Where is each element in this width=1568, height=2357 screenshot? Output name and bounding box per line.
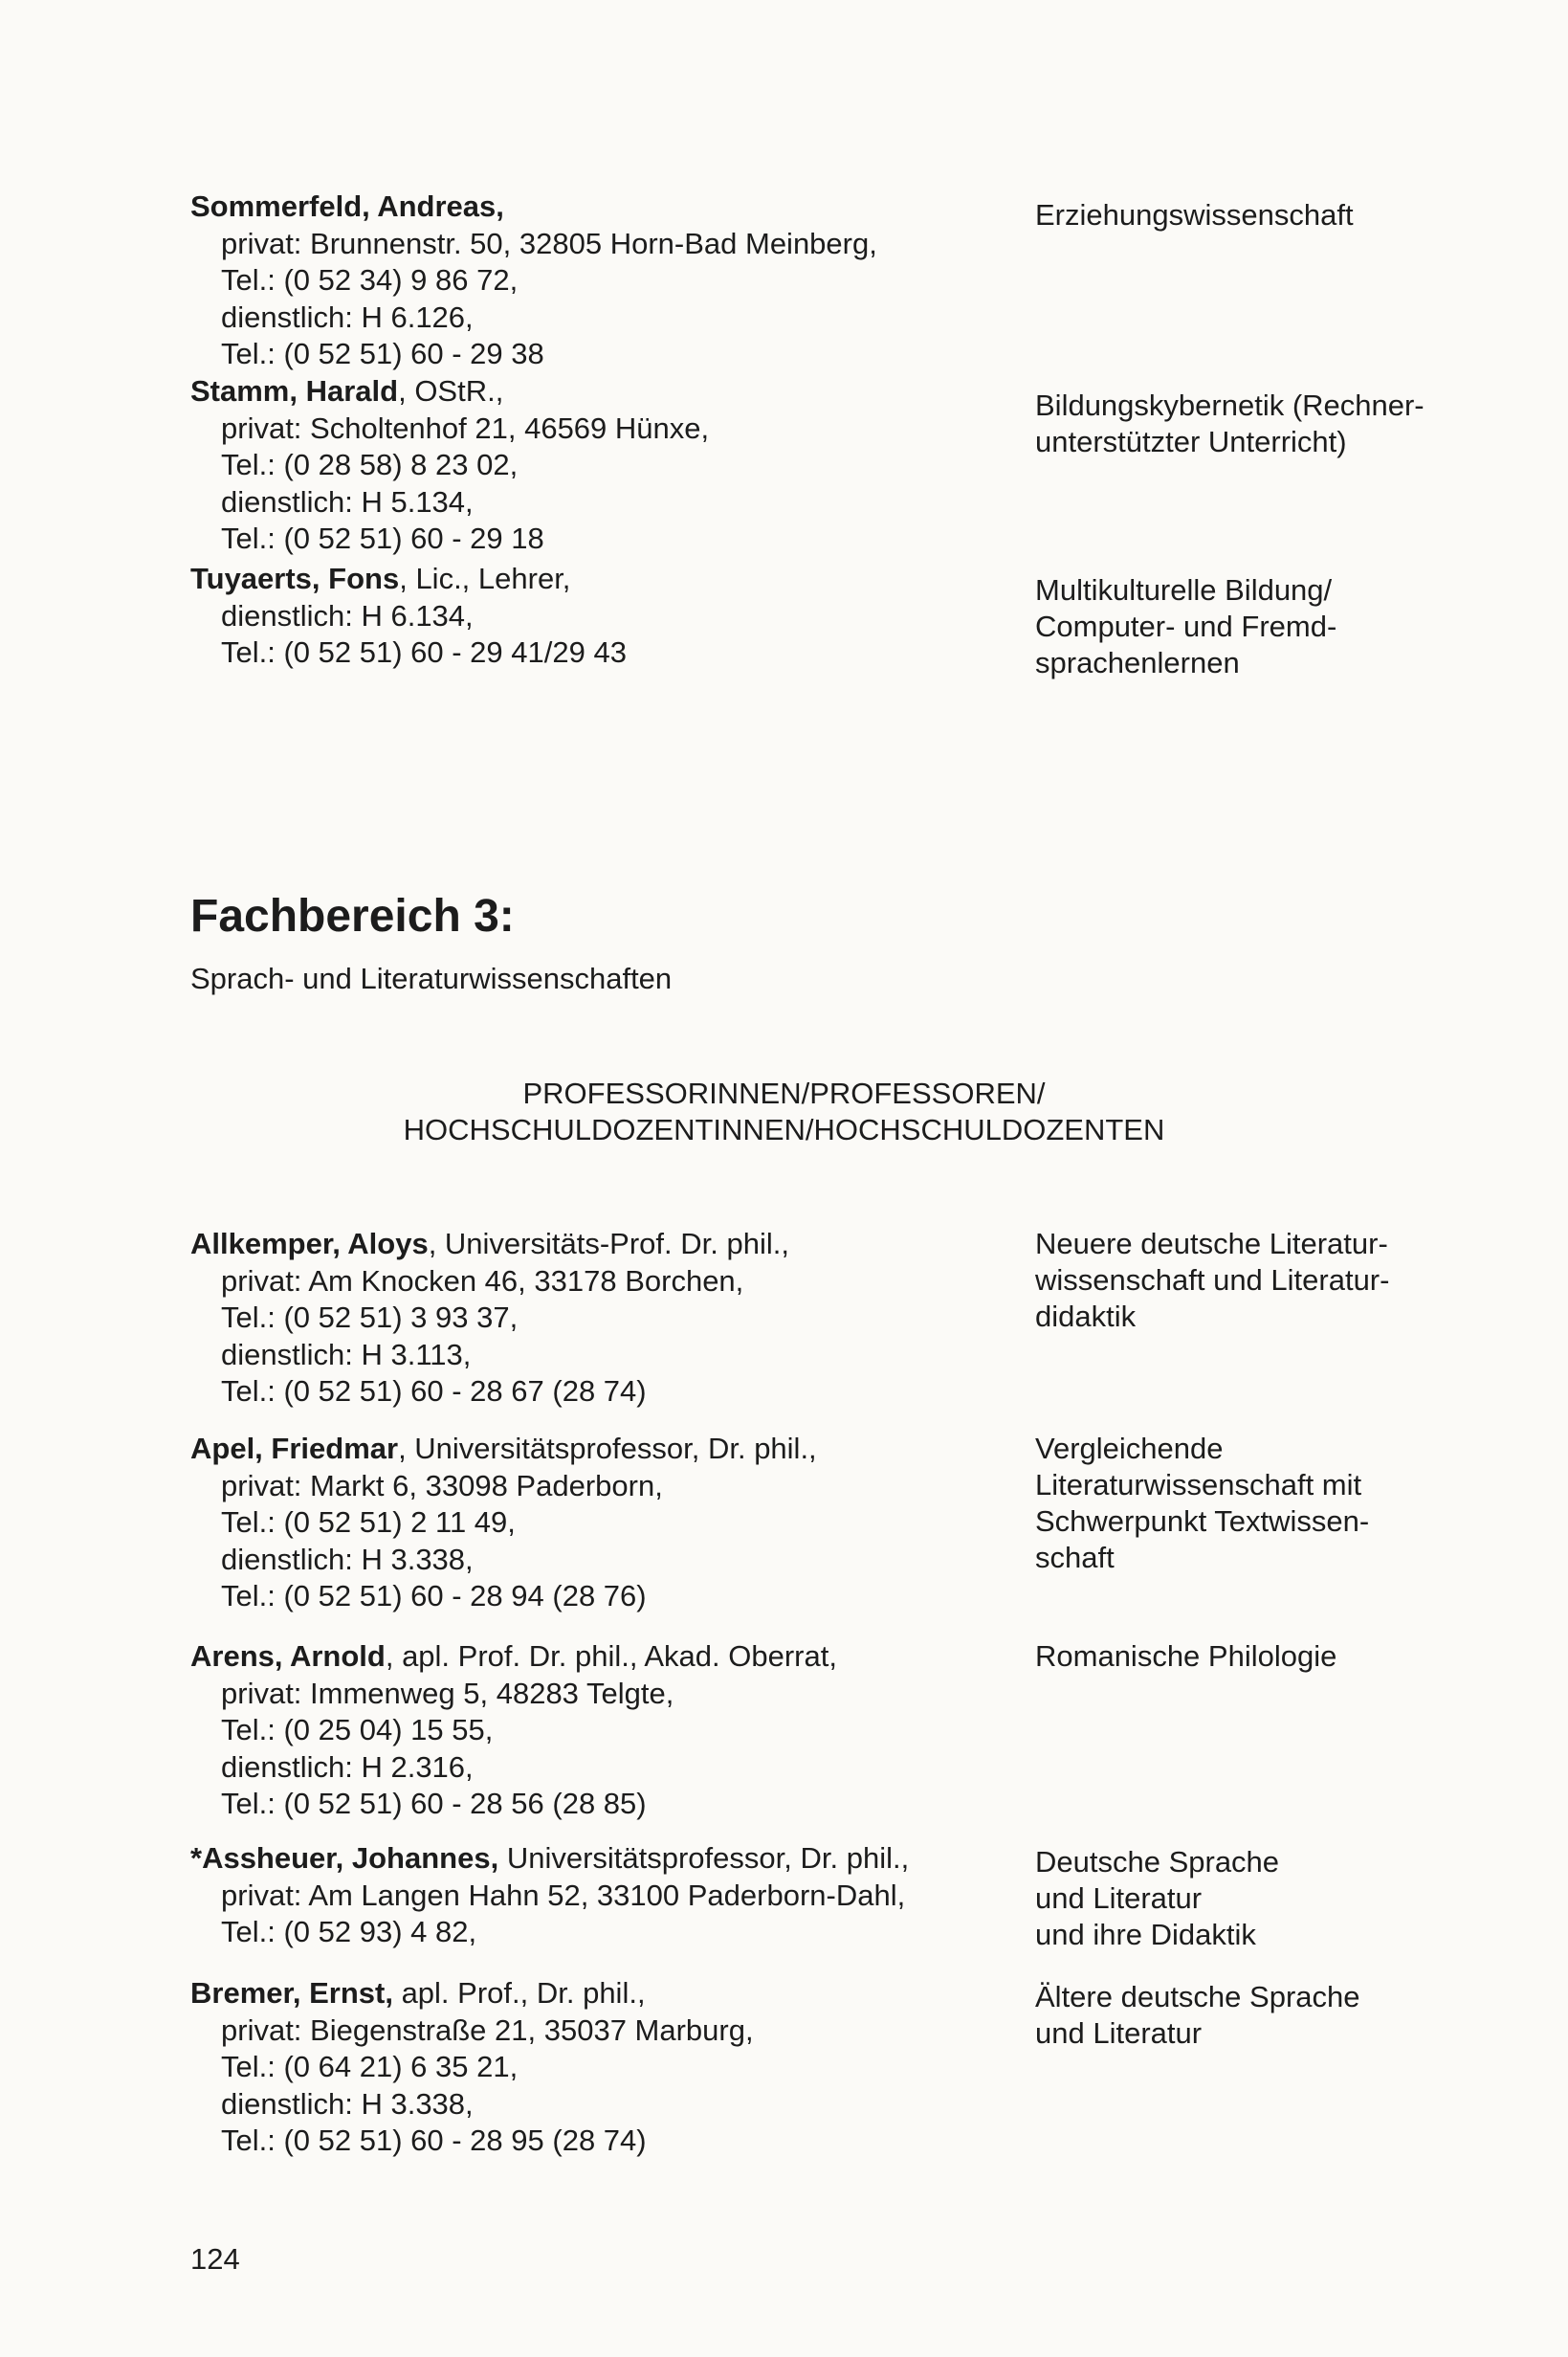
person-name: *Assheuer, Johannes, bbox=[190, 1841, 499, 1875]
field-sommerfeld bbox=[1035, 197, 1485, 233]
phone-line: Tel.: (0 28 58) 8 23 02, bbox=[221, 448, 519, 481]
subject-field: Schwerpunkt Textwissen- bbox=[1035, 1504, 1370, 1538]
person-title: Lic., Lehrer, bbox=[415, 562, 571, 595]
phone-line: Tel.: (0 64 21) 6 35 21, bbox=[221, 2050, 519, 2083]
subject-field: Ältere deutsche Sprache bbox=[1035, 1980, 1360, 2013]
page-number: 124 bbox=[190, 2242, 240, 2276]
address-line: privat: Markt 6, 33098 Paderborn, bbox=[221, 1468, 663, 1502]
person-title: apl. Prof., Dr. phil., bbox=[401, 1976, 646, 2010]
entry-header: Tuyaerts, Fons, Lic., Lehrer, bbox=[190, 562, 571, 595]
address-line: privat: Am Knocken 46, 33178 Borchen, bbox=[221, 1263, 744, 1298]
subject-field: unterstützter Unterricht) bbox=[1035, 425, 1347, 458]
entry-header bbox=[190, 1975, 975, 2012]
subject-field: Romanische Philologie bbox=[1035, 1639, 1337, 1673]
subject-field: Literaturwissenschaft mit bbox=[1035, 1468, 1362, 1501]
person-name: Bremer, Ernst, bbox=[190, 1976, 393, 2010]
field-bremer bbox=[1035, 1979, 1485, 2052]
subject-field: Neuere deutsche Literatur- bbox=[1035, 1227, 1388, 1260]
person-name: Stamm, Harald bbox=[190, 374, 399, 408]
phone-line: Tel.: (0 52 51) 60 - 29 41/29 43 bbox=[221, 635, 627, 669]
subject-field: und Literatur bbox=[1035, 2016, 1203, 2050]
entry-sommerfeld bbox=[190, 189, 975, 373]
entry-header: Apel, Friedmar, Universitätsprofessor, Dr. phil., bbox=[190, 1432, 817, 1465]
field-arens bbox=[1035, 1638, 1485, 1675]
person-title: apl. Prof. Dr. phil., Akad. Oberrat, bbox=[402, 1639, 837, 1673]
phone-line: Tel.: (0 52 51) 2 11 49, bbox=[221, 1505, 516, 1539]
person-name: Sommerfeld, Andreas bbox=[190, 189, 497, 223]
phone-line: Tel.: (0 52 51) 3 93 37, bbox=[221, 1301, 519, 1334]
entry-header: Sommerfeld, Andreas, bbox=[190, 189, 504, 223]
phone-line: Tel.: (0 52 93) 4 82, bbox=[221, 1915, 477, 1948]
entry-header: Stamm, Harald, OStR., bbox=[190, 374, 504, 408]
subject-field: Vergleichende bbox=[1035, 1432, 1224, 1465]
entry-apel bbox=[190, 1431, 975, 1615]
entry-bremer bbox=[190, 1975, 975, 2160]
field-stamm bbox=[1035, 388, 1485, 460]
person-title: Universitäts-Prof. Dr. phil., bbox=[444, 1227, 789, 1260]
field-tuyaerts bbox=[1035, 572, 1485, 681]
office-line: dienstlich: H 2.316, bbox=[221, 1749, 474, 1784]
subject-field: Bildungskybernetik (Rechner- bbox=[1035, 389, 1424, 422]
person-title: Universitätsprofessor, Dr. phil., bbox=[414, 1432, 817, 1465]
person-title: Universitätsprofessor, Dr. phil., bbox=[506, 1841, 910, 1875]
entry-header: Allkemper, Aloys, Universitäts-Prof. Dr. phil., bbox=[190, 1227, 789, 1260]
entry-assheuer bbox=[190, 1840, 975, 1951]
office-line: dienstlich: H 5.134, bbox=[221, 484, 474, 519]
phone-line: Tel.: (0 52 51) 60 - 29 18 bbox=[221, 522, 544, 555]
subject-field: Multikulturelle Bildung/ bbox=[1035, 573, 1333, 607]
address-line: privat: Am Langen Hahn 52, 33100 Paderborn-Dahl, bbox=[221, 1878, 906, 1912]
office-line: dienstlich: H 6.126, bbox=[221, 300, 474, 334]
subject-field: Computer- und Fremd- bbox=[1035, 610, 1337, 643]
phone-line: Tel.: (0 52 51) 60 - 28 95 (28 74) bbox=[221, 2124, 647, 2157]
field-assheuer bbox=[1035, 1844, 1485, 1953]
address-line: privat: Scholtenhof 21, 46569 Hünxe, bbox=[221, 411, 710, 445]
section-heading: Fachbereich 3: bbox=[190, 891, 515, 942]
subject-field: didaktik bbox=[1035, 1300, 1137, 1333]
person-name: Tuyaerts, Fons bbox=[190, 562, 400, 595]
subject-field: Deutsche Sprache bbox=[1035, 1845, 1280, 1879]
subject-field: sprachenlernen bbox=[1035, 646, 1240, 679]
phone-line: Tel.: (0 52 51) 60 - 28 67 (28 74) bbox=[221, 1374, 647, 1408]
person-name: Arens, Arnold bbox=[190, 1639, 386, 1673]
office-line: dienstlich: H 3.338, bbox=[221, 2086, 474, 2121]
entry-header: Arens, Arnold, apl. Prof. Dr. phil., Akad. Oberrat, bbox=[190, 1639, 837, 1673]
phone-line: Tel.: (0 52 51) 60 - 28 56 (28 85) bbox=[221, 1787, 647, 1820]
entry-arens bbox=[190, 1638, 975, 1823]
phone-line: Tel.: (0 52 51) 60 - 28 94 (28 76) bbox=[221, 1579, 647, 1612]
office-line: dienstlich: H 6.134, bbox=[221, 598, 474, 633]
entry-stamm bbox=[190, 373, 975, 558]
subject-field: schaft bbox=[1035, 1541, 1115, 1574]
office-line: dienstlich: H 3.113, bbox=[221, 1337, 472, 1371]
person-name: Allkemper, Aloys bbox=[190, 1227, 429, 1260]
address-line: privat: Biegenstraße 21, 35037 Marburg, bbox=[221, 2012, 754, 2047]
entry-header bbox=[190, 1840, 975, 1878]
office-line: dienstlich: H 3.338, bbox=[221, 1542, 474, 1576]
section-subheading: Sprach- und Literaturwissenschaften bbox=[190, 962, 673, 995]
entry-tuyaerts bbox=[190, 561, 975, 672]
person-title: OStR., bbox=[414, 374, 504, 408]
entry-allkemper bbox=[190, 1226, 975, 1411]
person-name: Apel, Friedmar bbox=[190, 1432, 399, 1465]
subject-field: und Literatur bbox=[1035, 1881, 1203, 1915]
phone-line: Tel.: (0 52 51) 60 - 29 38 bbox=[221, 337, 544, 370]
address-line: privat: Brunnenstr. 50, 32805 Horn-Bad Meinberg, bbox=[221, 226, 877, 260]
address-line: privat: Immenweg 5, 48283 Telgte, bbox=[221, 1676, 674, 1710]
subject-field: Erziehungswissenschaft bbox=[1035, 198, 1354, 232]
category-heading-line-2: HOCHSCHULDOZENTINNEN/HOCHSCHULDOZENTEN bbox=[403, 1113, 1165, 1146]
field-apel bbox=[1035, 1431, 1485, 1576]
phone-line: Tel.: (0 52 34) 9 86 72, bbox=[221, 263, 519, 297]
field-allkemper bbox=[1035, 1226, 1485, 1335]
category-heading-line-1: PROFESSORINNEN/PROFESSOREN/ bbox=[522, 1077, 1046, 1110]
subject-field: wissenschaft und Literatur- bbox=[1035, 1263, 1390, 1297]
phone-line: Tel.: (0 25 04) 15 55, bbox=[221, 1713, 494, 1746]
subject-field: und ihre Didaktik bbox=[1035, 1918, 1256, 1951]
